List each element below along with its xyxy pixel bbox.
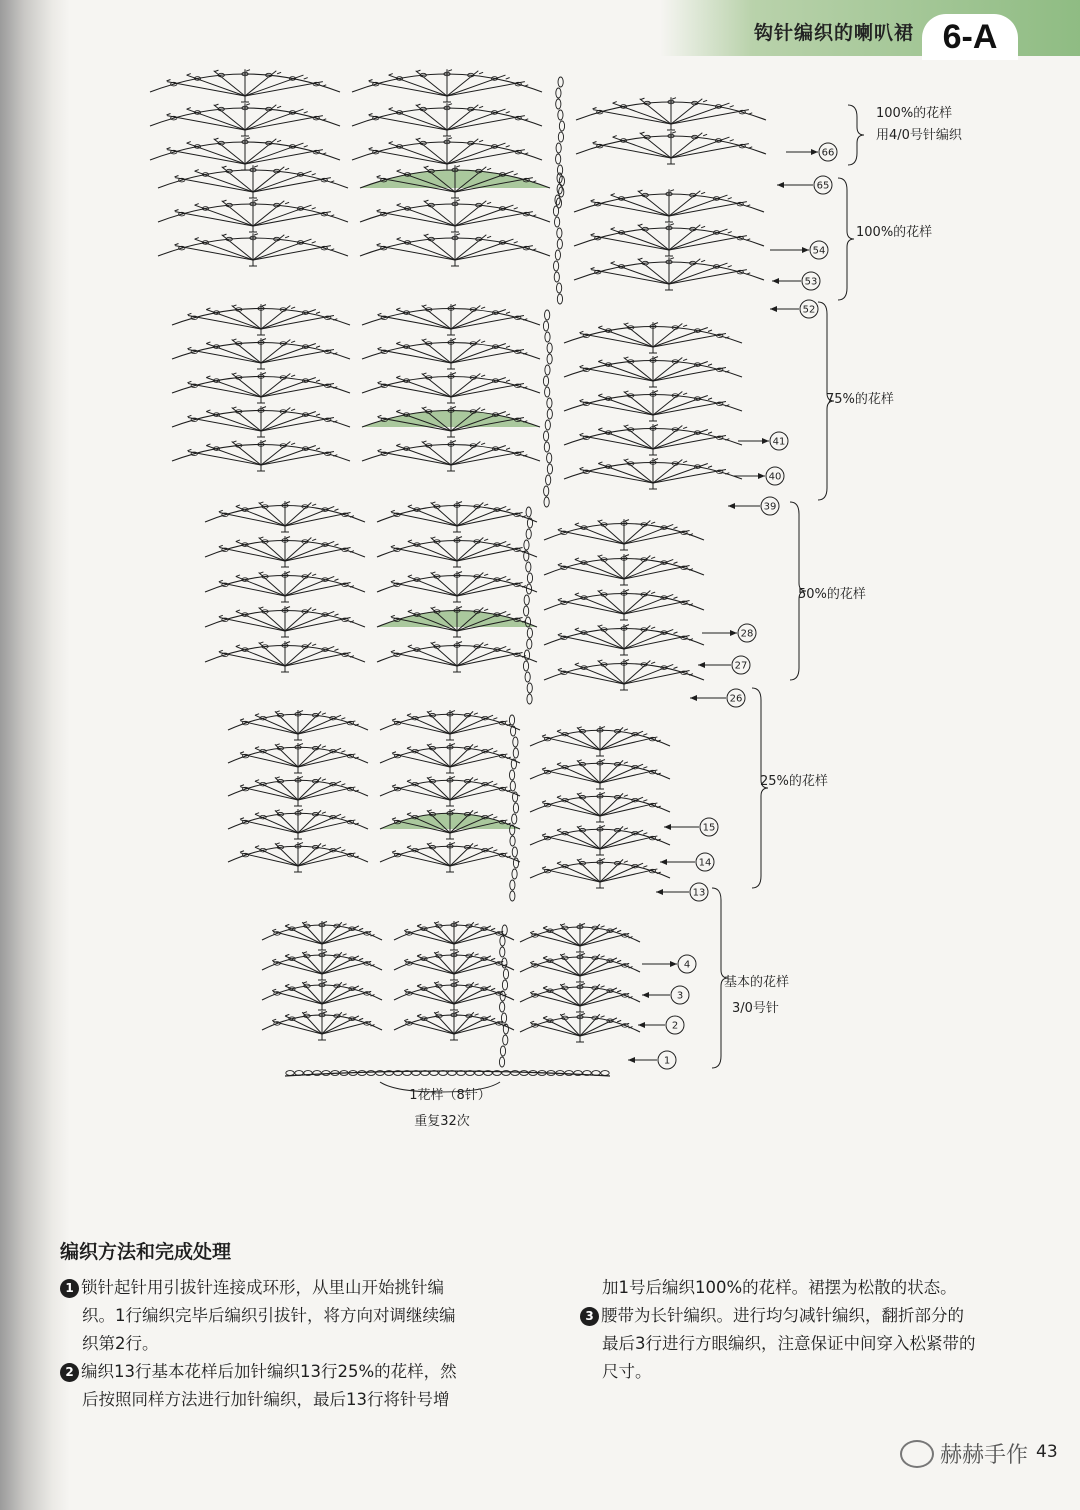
step-2-line-1: 2 编织13行基本花样后加针编织13行25%的花样，然 [60, 1358, 530, 1386]
stitch-fan [564, 322, 742, 353]
stitch-fan [228, 842, 368, 872]
row-arrow [642, 961, 677, 967]
instructions-heading: 编织方法和完成处理 [60, 1241, 232, 1263]
step-2-line-3: 加1号后编织100%的花样。裙摆为松散的状态。 [602, 1278, 957, 1297]
stitch-fan [564, 390, 742, 421]
row-arrow [738, 438, 769, 444]
row-number-53 [802, 272, 820, 290]
row-arrow [698, 662, 731, 668]
stitch-fan [574, 189, 764, 222]
step-3-line-1: 3 腰带为长针编织。进行均匀减针编织，翻折部分的 [580, 1302, 1050, 1330]
row-arrow [690, 695, 726, 701]
section-label-100-4-0: 100%的花样 [876, 106, 953, 121]
repeat-count: 重复32次 [414, 1114, 470, 1129]
section-brace [848, 105, 864, 165]
row-number-4 [678, 955, 696, 973]
stitch-fan [205, 536, 365, 567]
stitch-fan [530, 858, 670, 888]
stitch-fan [530, 825, 670, 855]
step-1-line-3: 织第2行。 [82, 1334, 159, 1353]
svg-text:2: 2 [671, 1020, 679, 1032]
row-number-14 [696, 853, 714, 871]
row-number-26 [727, 689, 745, 707]
stitch-fan [150, 103, 340, 136]
stitch-fan [360, 199, 550, 232]
step-3-number: 3 [580, 1307, 599, 1326]
stitch-fan [377, 641, 537, 672]
svg-text:53: 53 [804, 276, 818, 288]
step-1-line-1: 1 锁针起针用引拔针连接成环形，从里山开始挑针编 [60, 1274, 530, 1302]
row-number-41 [770, 432, 788, 450]
svg-text:15: 15 [702, 822, 716, 834]
svg-text:39: 39 [763, 501, 777, 513]
stitch-fan [262, 981, 382, 1010]
chain-column [553, 173, 562, 304]
stitch-fan [262, 951, 382, 980]
svg-text:14: 14 [698, 857, 712, 869]
stitch-fan [520, 983, 640, 1012]
stitch-fan [520, 953, 640, 982]
chain-column [523, 507, 532, 704]
stitch-fan [574, 223, 764, 256]
stitch-fan [362, 406, 540, 437]
stitch-fan [362, 440, 540, 471]
instructions-section [60, 1238, 1040, 1409]
stitch-fan [228, 710, 368, 740]
stitch-fan [380, 743, 520, 773]
stitch-fans [150, 69, 766, 1042]
section-label-50: 50%的花样 [798, 587, 866, 602]
step-3-line-3: 尺寸。 [602, 1362, 652, 1381]
stitch-fan [530, 726, 670, 756]
section-brace [838, 178, 854, 300]
svg-text:26: 26 [729, 693, 743, 705]
svg-text:40: 40 [768, 471, 782, 483]
section-label-100: 100%的花样 [856, 225, 933, 240]
stitch-fan [205, 641, 365, 672]
svg-text:1: 1 [663, 1055, 671, 1067]
stitch-fan [380, 776, 520, 806]
row-arrow [656, 889, 689, 895]
svg-text:41: 41 [772, 436, 786, 448]
stitch-fan [377, 501, 537, 532]
watermark [900, 1438, 1028, 1469]
row-arrow [786, 149, 818, 155]
chain-column [509, 715, 518, 901]
row-arrow [770, 306, 799, 312]
row-arrow [777, 182, 813, 188]
stitch-fan [380, 809, 520, 839]
row-number-3 [671, 986, 689, 1004]
row-arrow [628, 1057, 657, 1063]
stitch-fan [544, 659, 704, 690]
stitch-fan [158, 233, 348, 266]
row-arrow [660, 859, 695, 865]
section-label-basic: 基本的花样 [724, 975, 790, 990]
stitch-fan [544, 554, 704, 585]
stitch-fan [544, 589, 704, 620]
svg-text:3: 3 [676, 990, 684, 1002]
stitch-fan [172, 440, 350, 471]
section-label-hook-4-0: 用4/0号针编织 [876, 128, 962, 143]
stitch-fan [377, 606, 537, 637]
row-arrow [772, 278, 801, 284]
stitch-fan [172, 338, 350, 369]
stitch-fan [360, 233, 550, 266]
watermark-text: 赫赫手作 [940, 1443, 1029, 1468]
stitch-fan [158, 199, 348, 232]
step-1-line-2: 织。1行编织完毕后编织引拔针，将方向对调继续编 [82, 1306, 456, 1325]
stitch-fan [228, 776, 368, 806]
stitch-fan [574, 257, 764, 290]
section-label-hook-3-0: 3/0号针 [732, 1001, 779, 1016]
stitch-fan [394, 1011, 514, 1040]
row-number-52 [800, 300, 818, 318]
stitch-fan [362, 304, 540, 335]
stitch-fan [377, 536, 537, 567]
page-title: 钩针编织的喇叭裙 [754, 22, 915, 44]
svg-text:4: 4 [683, 959, 691, 971]
instructions-left-column [60, 1274, 530, 1414]
stitch-fan [380, 710, 520, 740]
stitch-fan [158, 165, 348, 198]
row-number-66 [819, 143, 837, 161]
stitch-fan [150, 69, 340, 102]
stitch-fan [362, 338, 540, 369]
row-number-40 [766, 467, 784, 485]
stitch-fan [262, 1011, 382, 1040]
section-label-25: 25%的花样 [760, 774, 828, 789]
stitch-fan [530, 759, 670, 789]
stitch-fan [172, 372, 350, 403]
row-number-2 [666, 1016, 684, 1034]
stitch-fan [576, 131, 766, 164]
row-number-15 [700, 818, 718, 836]
stitch-fan [380, 842, 520, 872]
stitch-fan [576, 97, 766, 130]
stitch-fan [564, 424, 742, 455]
row-arrow [733, 473, 765, 479]
section-label-75: 75%的花样 [826, 392, 894, 407]
svg-text:28: 28 [740, 628, 754, 640]
stitch-fan [352, 69, 542, 102]
stitch-fan [520, 1013, 640, 1042]
instructions-right-column [580, 1274, 1050, 1386]
stitch-fan [564, 458, 742, 489]
foundation-chain [285, 1071, 610, 1076]
stitch-fan [394, 981, 514, 1010]
step-2-number: 2 [60, 1363, 79, 1382]
wechat-icon [900, 1440, 934, 1468]
chain-columns [499, 77, 564, 1067]
stitch-fan [530, 792, 670, 822]
row-arrows [628, 149, 818, 1063]
stitch-fan [228, 809, 368, 839]
stitch-fan [394, 951, 514, 980]
row-arrow [638, 1022, 665, 1028]
row-number-28 [738, 624, 756, 642]
stitch-fan [544, 519, 704, 550]
stitch-fan [150, 137, 340, 170]
row-number-54 [810, 241, 828, 259]
stitch-fan [377, 571, 537, 602]
step-1-number: 1 [60, 1279, 79, 1298]
row-arrow [728, 503, 760, 509]
svg-text:65: 65 [816, 180, 830, 192]
row-arrow [702, 630, 737, 636]
stitch-fan [172, 406, 350, 437]
row-number-65 [814, 176, 832, 194]
row-number-1 [658, 1051, 676, 1069]
svg-text:13: 13 [692, 887, 706, 899]
stitch-fan [205, 606, 365, 637]
svg-text:52: 52 [802, 304, 816, 316]
row-arrow [770, 247, 809, 253]
row-number-27 [732, 656, 750, 674]
step-3-line-2: 最后3行进行方眼编织，注意保证中间穿入松紧带的 [602, 1334, 976, 1353]
stitch-fan [360, 165, 550, 198]
stitch-fan [520, 923, 640, 952]
page-number: 43 [1036, 1442, 1058, 1462]
stitch-fan [205, 501, 365, 532]
stitch-fan [205, 571, 365, 602]
row-number-39 [761, 497, 779, 515]
row-number-13 [690, 883, 708, 901]
stitch-fan [394, 921, 514, 950]
stitch-fan [544, 624, 704, 655]
chain-column [543, 310, 552, 507]
stitch-fan [228, 743, 368, 773]
step-2-line-2: 后按照同样方法进行加针编织，最后13行将针号增 [82, 1390, 450, 1409]
svg-text:66: 66 [821, 147, 835, 159]
stitch-fan [352, 137, 542, 170]
stitch-fan [262, 921, 382, 950]
stitch-fan [564, 356, 742, 387]
svg-text:27: 27 [734, 660, 748, 672]
stitch-fan [362, 372, 540, 403]
svg-text:54: 54 [812, 245, 826, 257]
row-arrow [642, 992, 670, 998]
chapter-badge: 6-A [922, 14, 1018, 60]
stitch-fan [172, 304, 350, 335]
stitch-fan [352, 103, 542, 136]
row-arrow [664, 824, 699, 830]
repeat-label: 1花样（8针） [409, 1088, 491, 1103]
